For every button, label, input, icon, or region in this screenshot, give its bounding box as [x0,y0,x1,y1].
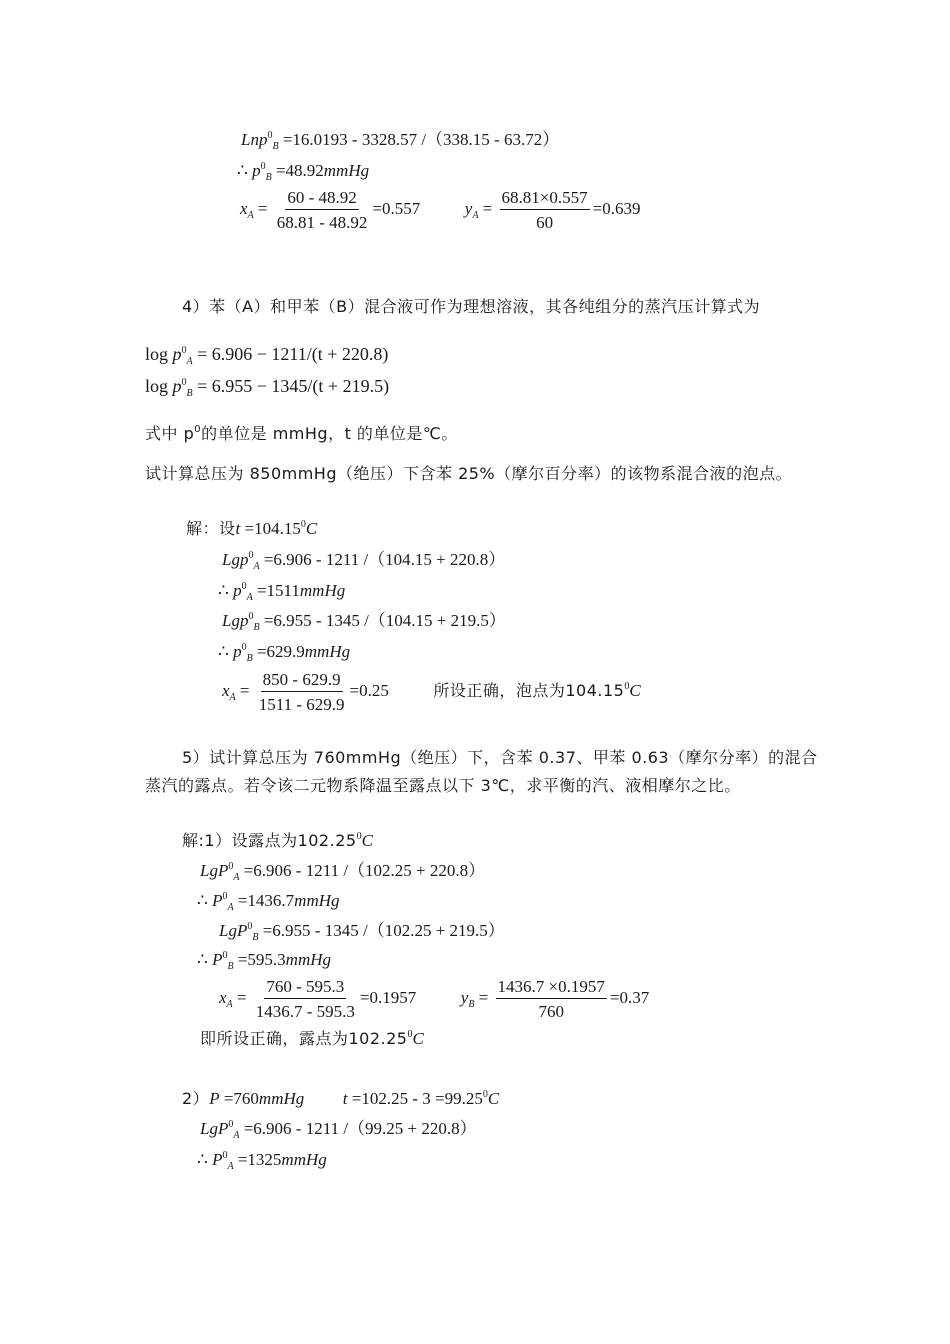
p5-sol1-PB: ∴ $P^0_B$ =595.3mmHg [197,950,332,972]
p5-sol1-conclusion: 即所设正确，露点为102.25$^0$C [200,1029,424,1048]
xA-fraction: $\frac{60 - 48.92}{68.81 - 48.92}$ [276,188,368,232]
p4-unit-note: 式中 $p^0$的单位是 mmHg，t 的单位是℃。 [145,424,458,443]
p4-sol-lgpB: Lgp$^0_B$ =6.955 - 1345 /（104.15 + 219.5） [222,611,506,633]
p5-sol1-xA-yB: $x_A$ = $\frac{760 - 595.3}{1436.7 - 595.3}$ =0.1957 $y_B$ = $\frac{1436.7 \times 0.1957}{760}$ =0.37 [219,977,650,1021]
p4-question: 试计算总压为 850mmHg（绝压）下含苯 25%（摩尔百分率）的该物系混合液的泡点。 [145,464,793,483]
p5-sol2-PA: ∴ $P^0_A$ =1325mmHg [197,1150,327,1172]
p4-xA-fraction: $\frac{850 - 629.9}{1511 - 629.9}$ [258,670,345,714]
p5-line1: 5）试计算总压为 760mmHg（绝压）下，含苯 0.37、甲苯 0.63（摩尔分率）的混合 [182,748,818,767]
p5-sol1-lgPB: LgP$^0_B$ =6.955 - 1345 /（102.25 + 219.5） [219,921,505,943]
p5-sol1-lgPA: LgP$^0_A$ =6.906 - 1211 /（102.25 + 220.8） [200,861,486,883]
p5-sol2-head: 2）P =760mmHg $t =102.25 - 3 =99.25^0C$ [182,1089,500,1108]
p4-eq-logpB: $\log p^0_B = 6.955 - 1345/(t + 219.5)$ [145,376,390,399]
p4-title: 4）苯（A）和甲苯（B）混合液可作为理想溶液，其各纯组分的蒸汽压计算式为 [182,297,761,316]
p5-yB-fraction: $\frac{1436.7 \times 0.1957}{760}$ [497,977,605,1021]
p4-sol-lgpA: Lgp$^0_A$ =6.906 - 1211 /（104.15 + 220.8） [222,550,506,572]
p3-eq-pB-result: ∴ $p^0_B$ =48.92mmHg [237,161,370,183]
p4-sol-xA: $x_A$ = $\frac{850 - 629.9}{1511 - 629.9}$ =0.25 所设正确，泡点为104.15$^0$C [222,670,641,714]
p5-sol1-head: 解:1）设露点为102.25$^0$C [182,831,373,850]
p5-line2: 蒸汽的露点。若令该二元物系降温至露点以下 3℃，求平衡的汽、液相摩尔之比。 [145,776,741,795]
p4-sol-pB: ∴ $p^0_B$ =629.9mmHg [218,642,351,664]
p5-sol2-lgPA: LgP$^0_A$ =6.906 - 1211 /（99.25 + 220.8） [200,1119,477,1141]
p5-xA-fraction: $\frac{760 - 595.3}{1436.7 - 595.3}$ [255,977,355,1021]
p4-sol-pA: ∴ $p^0_A$ =1511mmHg [218,581,346,603]
yA-fraction: $\frac{68.81\times 0.557}{60}$ [501,188,588,232]
p3-eq-lnpB: Lnp$^0_B$ =16.0193 - 3328.57 /（338.15 - 63.72） [241,130,560,152]
p5-sol1-PA: ∴ $P^0_A$ =1436.7mmHg [197,891,340,913]
p4-sol-assume: 解：设$t =104.15^0C$ [186,519,318,538]
p4-eq-logpA: $\log p^0_A = 6.906 - 1211/(t + 220.8)$ [145,344,389,367]
p3-eq-xA-yA: $x_A$ = $\frac{60 - 48.92}{68.81 - 48.92}$ =0.557 $y_A$ = $\frac{68.81\times 0.557}{60}$ =0.639 [240,188,641,232]
